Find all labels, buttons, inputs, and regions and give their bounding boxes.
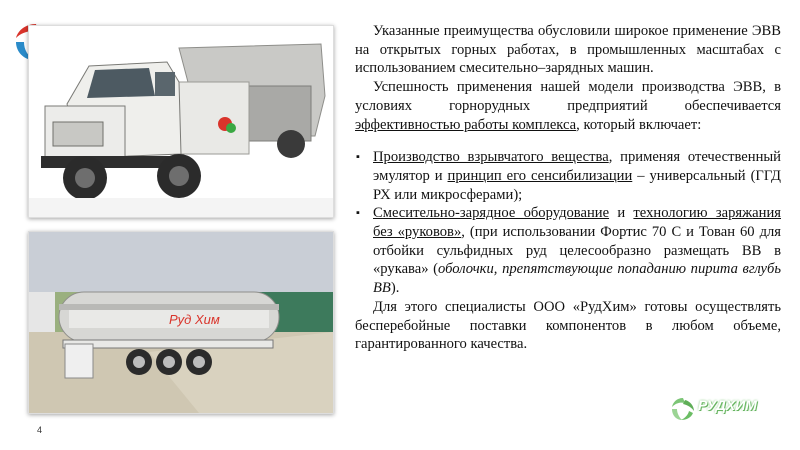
sensibilization-principle-text: принцип его сенсибилизации	[447, 167, 633, 184]
bullet-equipment-text: и	[609, 205, 634, 222]
tanker-photo	[28, 231, 334, 414]
bullet-equipment-tail: ).	[390, 280, 400, 297]
bullet-production-title: Производство взрывчатого вещества	[373, 149, 609, 166]
tank-label: Руд Хим	[169, 312, 220, 327]
bullet-mark: ▪	[356, 151, 360, 164]
bullet-production-tail: – универсальный (ГГД РХ или микросферами);	[373, 167, 781, 203]
rudkhim-logo-small-icon	[668, 395, 698, 425]
bullet-mark: ▪	[356, 207, 360, 220]
paragraph-intro: Указанные преимущества обусловили широкое применение ЭВВ на открытых горных работах, в промышленных масштабах с использованием смесительно–зарядных машин.	[355, 23, 781, 77]
shells-note-text: оболочки, препятствующие попаданию пирита вглубь ВВ	[373, 261, 782, 297]
paragraph-success	[355, 78, 781, 134]
charging-technology-text: технологию заряжания без «руковов»	[373, 205, 781, 241]
paragraph-success-tail: , который включает:	[576, 116, 702, 133]
bullet-equipment-details: , (при использовании Фортис 70 С и Тован 60 для отбойки сульфидных руд целесообразно размещать ВВ в «рукава» (	[373, 224, 781, 278]
truck-photo	[28, 25, 334, 218]
paragraph-closing: Для этого специалисты ООО «РудХим» готовы осуществлять бесперебойные поставки компонентов в любом объеме, гарантированного качества.	[355, 298, 781, 353]
logo-bottom-text: РУДХИМ	[698, 397, 757, 413]
page-number: 4	[37, 425, 43, 435]
complex-efficiency-text: эффективностью работы комплекса	[355, 116, 577, 133]
bullet-production-text: , применяя отечественный эмулятор и	[373, 149, 781, 184]
bullet-equipment	[355, 204, 781, 298]
main-text	[355, 22, 781, 354]
paragraph-success-text: Успешность применения нашей модели производства ЭВВ, в условиях горнорудных предприятий обеспечивается	[355, 79, 781, 114]
company-logo-bottom	[668, 393, 778, 427]
bullet-equipment-title: Смесительно-зарядное оборудование	[373, 205, 610, 222]
bullet-production	[355, 148, 781, 204]
